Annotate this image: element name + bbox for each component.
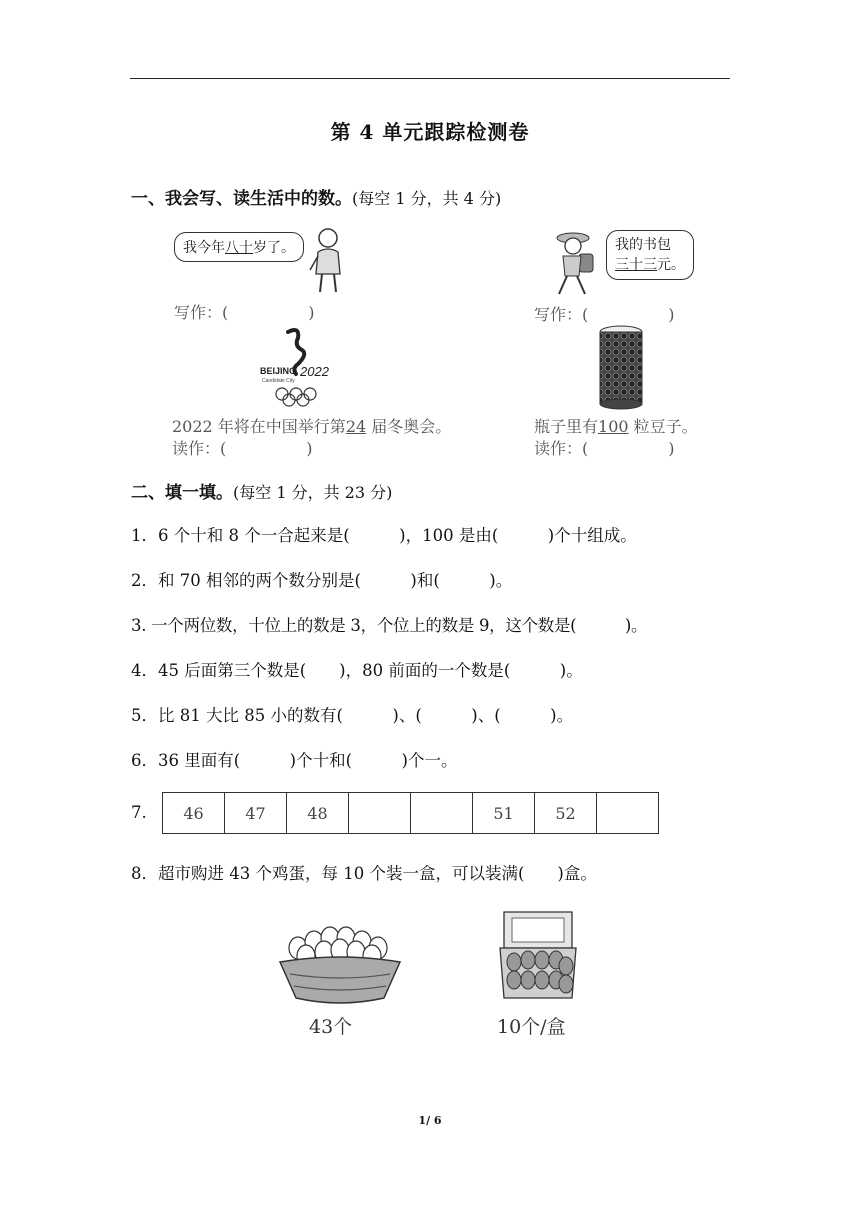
sequence-cell: 47 [225,793,287,834]
top-rule [130,78,730,79]
old-man-icon [304,226,350,296]
beans-sentence [534,414,698,437]
question-4: 4．45 后面第三个数是( )，80 前面的一个数是( )。 [131,661,583,680]
sequence-cell: 48 [287,793,349,834]
bubble-text: 元。 [657,257,685,273]
egg-carton-icon [496,908,580,1004]
sentence-number: 24 [345,417,367,436]
section2-heading [131,478,392,503]
read-answer-left: 读作：( ) [172,439,313,458]
bean-jar-icon [596,324,646,410]
bubble-text: 岁了。 [253,240,295,256]
question-6: 6．36 里面有( )个十和( )个一。 [131,751,458,770]
olympic-sentence [172,414,451,437]
question-1: 1．6 个十和 8 个一合起来是( )，100 是由( )个十组成。 [131,526,637,545]
read-answer-right: 读作：( ) [534,439,675,458]
question-2: 2．和 70 相邻的两个数分别是( )和( )。 [131,571,513,590]
section1-heading [131,184,501,209]
logo-text: BEIJING [260,366,297,376]
bubble-text: 我的书包 [615,237,671,253]
number-sequence-table [162,792,659,834]
section2-heading-text: 二、填一填。 [131,483,233,503]
sentence-text: 瓶子里有 [534,417,599,436]
page-number: 1/ 6 [418,1114,442,1127]
egg-basket-icon [276,912,404,1008]
logo-year: 2022 [300,364,329,379]
section1-note: (每空 1 分，共 4 分) [352,189,502,208]
bubble-number: 三十三 [615,257,657,273]
beijing-2022-logo-icon [258,324,340,408]
speech-bubble-age [174,232,304,262]
sequence-cell: 51 [473,793,535,834]
bubble-text: 我今年 [183,240,225,256]
write-answer-left: 写作：( ) [174,303,315,322]
sequence-cell-blank[interactable] [597,793,659,834]
speech-bubble-price [606,230,694,280]
sequence-cell: 52 [535,793,597,834]
section2-note: (每空 1 分，共 23 分) [233,483,393,502]
carton-caption: 10个/盒 [497,1016,566,1038]
write-answer-right: 写作：( ) [534,305,675,324]
sentence-number: 100 [598,417,629,436]
page-title: 第 4 单元跟踪检测卷 [330,120,530,144]
sentence-text: 2022 年将在中国举行第 [172,417,346,436]
sequence-cell: 46 [163,793,225,834]
bubble-number: 八十 [225,240,253,256]
sequence-cell-blank[interactable] [411,793,473,834]
logo-subtext: Candidate City [262,378,295,384]
student-backpack-icon [545,228,601,298]
sentence-text: 粒豆子。 [628,417,698,436]
sentence-text: 届冬奥会。 [366,417,452,436]
sequence-cell-blank[interactable] [349,793,411,834]
question-8: 8．超市购进 43 个鸡蛋，每 10 个装一盒，可以装满( )盒。 [131,864,597,883]
question-5: 5．比 81 大比 85 小的数有( )、( )、( )。 [131,706,574,725]
basket-caption: 43个 [309,1016,353,1038]
question-3: 3. 一个两位数，十位上的数是 3，个位上的数是 9，这个数是( )。 [131,616,648,635]
question-7-label: 7. [131,803,147,822]
section1-heading-text: 一、我会写、读生活中的数。 [131,189,352,209]
